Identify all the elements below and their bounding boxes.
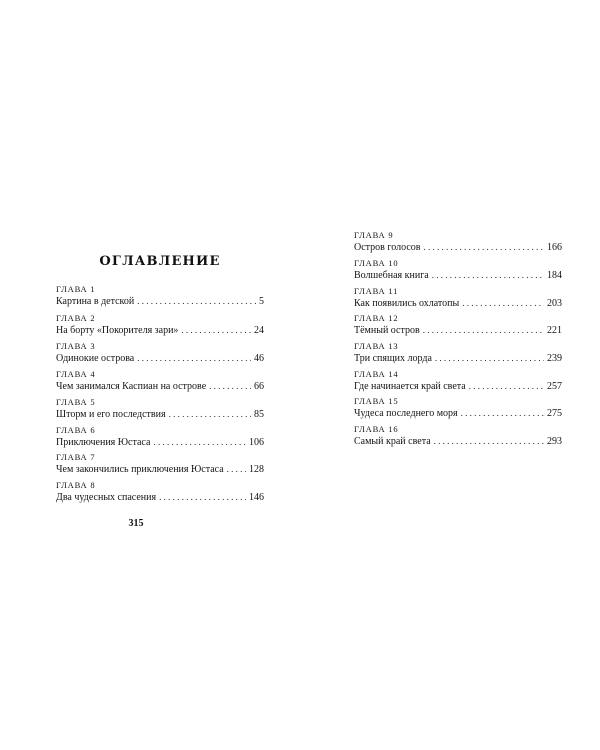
chapter-label: ГЛАВА 5: [56, 397, 96, 407]
toc-entry-chapter-9[interactable]: [354, 230, 562, 253]
chapter-label: ГЛАВА 13: [354, 341, 399, 351]
chapter-title: Шторм и его последствия: [56, 409, 166, 420]
dot-leader: [432, 269, 544, 281]
dot-leader: [423, 324, 544, 336]
dot-leader: [434, 435, 544, 447]
chapter-label: ГЛАВА 3: [56, 341, 96, 351]
page-number: 315: [128, 518, 144, 529]
toc-entry-chapter-10[interactable]: [354, 258, 562, 281]
dot-leader: [159, 491, 246, 503]
chapter-page: 166: [547, 242, 562, 253]
dot-leader: [435, 352, 544, 364]
chapter-label: ГЛАВА 10: [354, 258, 399, 268]
toc-entry-chapter-1[interactable]: [56, 284, 264, 307]
chapter-page: 293: [547, 436, 562, 447]
dot-leader: [153, 436, 246, 448]
chapter-page: 106: [249, 437, 264, 448]
dot-leader: [461, 407, 544, 419]
dot-leader: [181, 324, 251, 336]
chapter-label: ГЛАВА 16: [354, 424, 399, 434]
chapter-label: ГЛАВА 15: [354, 396, 399, 406]
chapter-page: 239: [547, 353, 562, 364]
chapter-title: Волшебная книга: [354, 270, 429, 281]
toc-entry-chapter-8[interactable]: [56, 480, 264, 503]
toc-entry-chapter-11[interactable]: [354, 286, 562, 309]
chapter-page: 66: [254, 381, 264, 392]
toc-entry-chapter-3[interactable]: [56, 341, 264, 364]
dot-leader: [462, 297, 544, 309]
toc-entry-chapter-13[interactable]: [354, 341, 562, 364]
chapter-page: 128: [249, 464, 264, 475]
chapter-page: 85: [254, 409, 264, 420]
chapter-label: ГЛАВА 1: [56, 284, 96, 294]
chapter-title: Как появились охлатопы: [354, 298, 460, 309]
toc-entry-chapter-15[interactable]: [354, 396, 562, 419]
chapter-title: Чудеса последнего моря: [354, 408, 458, 419]
chapter-title: Тёмный остров: [354, 325, 420, 336]
chapter-label: ГЛАВА 12: [354, 313, 399, 323]
chapter-page: 203: [547, 298, 562, 309]
toc-entry-chapter-2[interactable]: [56, 313, 264, 336]
toc-title: ОГЛАВЛЕНИЕ: [99, 254, 221, 269]
dot-leader: [137, 352, 251, 364]
toc-entry-chapter-7[interactable]: [56, 452, 264, 475]
chapter-page: 184: [547, 270, 562, 281]
toc-entry-chapter-14[interactable]: [354, 369, 562, 392]
toc-entry-chapter-5[interactable]: [56, 397, 264, 420]
chapter-label: ГЛАВА 14: [354, 369, 399, 379]
dot-leader: [469, 380, 544, 392]
chapter-title: На борту «Покорителя зари»: [56, 325, 179, 336]
dot-leader: [209, 380, 251, 392]
chapter-page: 275: [547, 408, 562, 419]
chapter-label: ГЛАВА 9: [354, 230, 394, 240]
toc-entry-chapter-16[interactable]: [354, 424, 562, 447]
chapter-label: ГЛАВА 4: [56, 369, 96, 379]
chapter-title: Одинокие острова: [56, 353, 135, 364]
chapter-title: Чем закончились приключения Юстаса: [56, 464, 224, 475]
toc-entry-chapter-4[interactable]: [56, 369, 264, 392]
chapter-page: 46: [254, 353, 264, 364]
chapter-label: ГЛАВА 8: [56, 480, 96, 490]
chapter-title: Картина в детской: [56, 296, 135, 307]
dot-leader: [227, 463, 246, 475]
chapter-label: ГЛАВА 6: [56, 425, 96, 435]
chapter-page: 146: [249, 492, 264, 503]
chapter-page: 257: [547, 381, 562, 392]
toc-entry-chapter-12[interactable]: [354, 313, 562, 336]
chapter-title: Остров голосов: [354, 242, 421, 253]
chapter-title: Где начинается край света: [354, 381, 466, 392]
chapter-title: Три спящих лорда: [354, 353, 432, 364]
chapter-label: ГЛАВА 11: [354, 286, 399, 296]
chapter-page: 5: [259, 296, 264, 307]
toc-entry-chapter-6[interactable]: [56, 425, 264, 448]
chapter-label: ГЛАВА 7: [56, 452, 96, 462]
dot-leader: [424, 241, 545, 253]
chapter-title: Чем занимался Каспиан на острове: [56, 381, 207, 392]
chapter-title: Два чудесных спасения: [56, 492, 157, 503]
dot-leader: [169, 408, 251, 420]
chapter-page: 221: [547, 325, 562, 336]
chapter-page: 24: [254, 325, 264, 336]
chapter-title: Самый край света: [354, 436, 431, 447]
chapter-label: ГЛАВА 2: [56, 313, 96, 323]
chapter-title: Приключения Юстаса: [56, 437, 151, 448]
dot-leader: [137, 295, 256, 307]
